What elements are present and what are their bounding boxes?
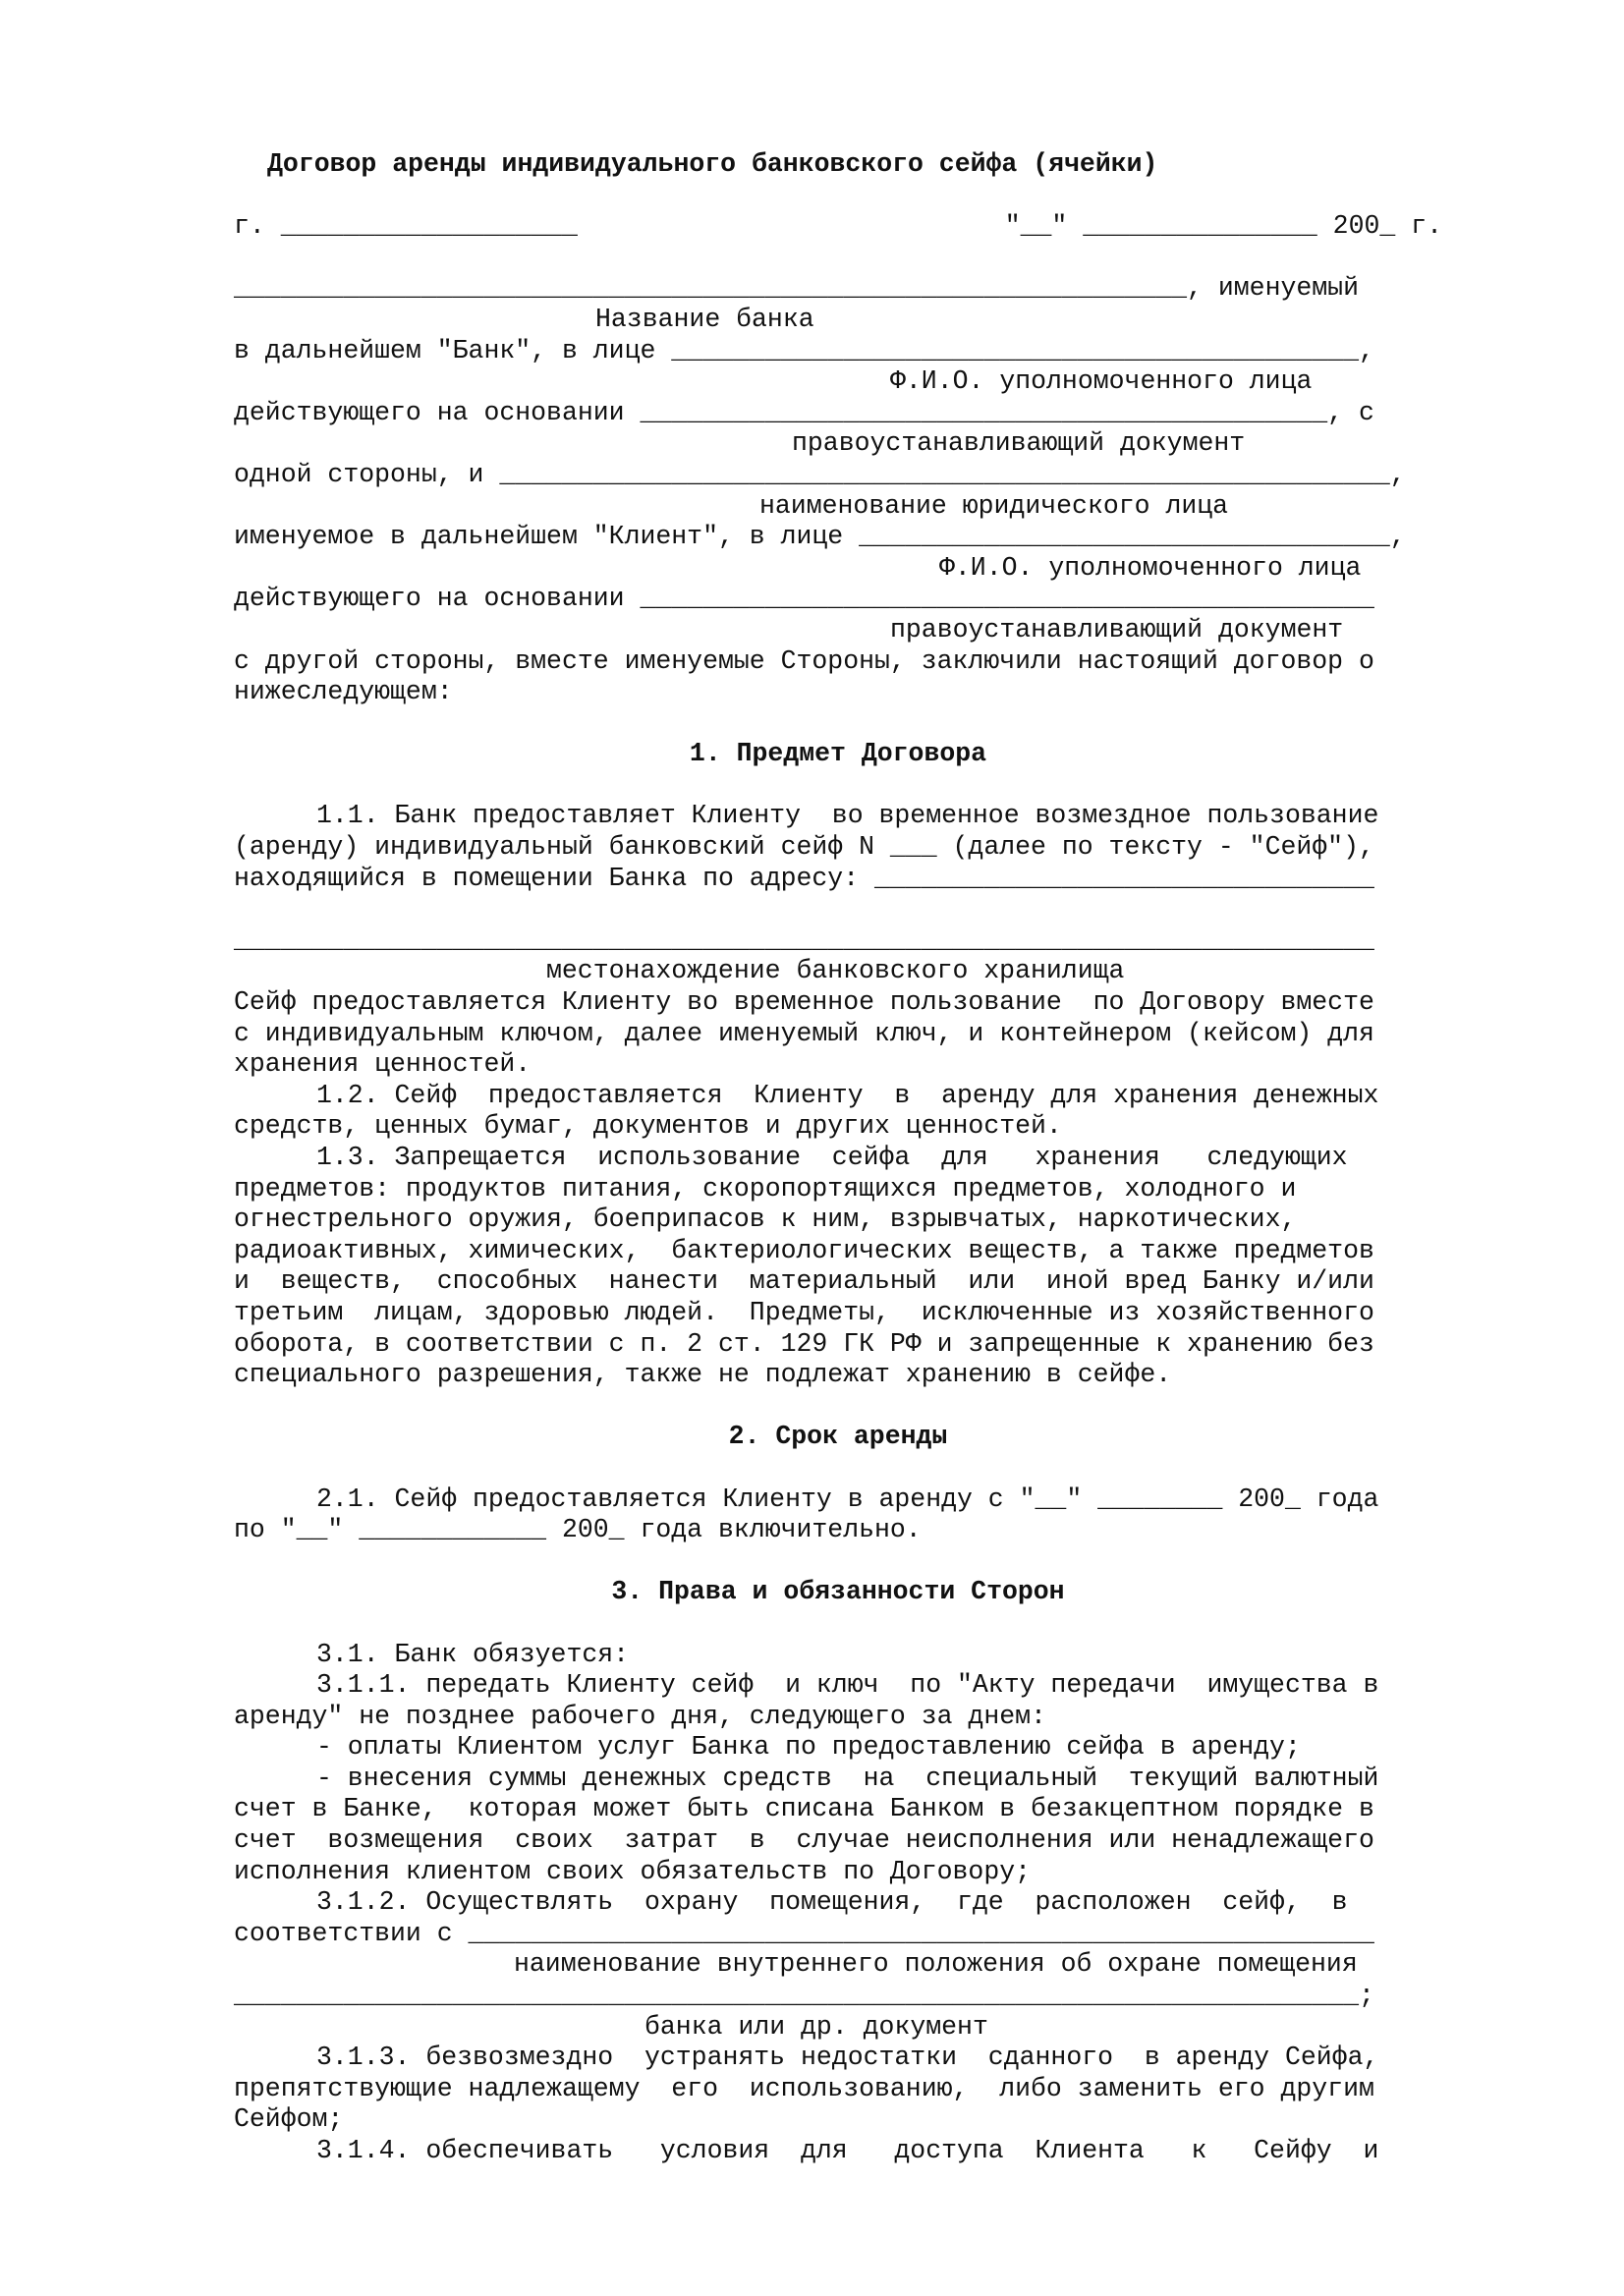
- clause-1-2-line: средств, ценных бумаг, документов и других ценностей.: [234, 1111, 1062, 1142]
- clause-1-3-line: 1.3. Запрещается использование сейфа для хранения следующих: [316, 1143, 1348, 1172]
- clause-3-1-3-line: 3.1.3. безвозмездно устранять недостатки сданного в аренду Сейфа,: [316, 2043, 1379, 2073]
- clause-1-3-line: третьим лицам, здоровью людей. Предметы, исключенные из хозяйственного: [234, 1297, 1374, 1327]
- clause-1-3-line: предметов: продуктов питания, скоропортящихся предметов, холодного и: [234, 1173, 1297, 1204]
- client-rep-line: именуемое в дальнейшем "Клиент", в лице __________________________________,: [234, 522, 1406, 552]
- clause-2-1-line: по "__" ____________ 200_ года включительно.: [234, 1515, 922, 1545]
- closing-line-1: [234, 646, 1442, 678]
- city-field: г. ___________________: [234, 211, 578, 242]
- clause-3-1-4-line: 3.1.4. обеспечивать условия для доступа Клиента к Сейфу и: [316, 2136, 1379, 2165]
- clause-3-1-3-line: препятствующие надлежащему его использованию, либо заменить его другим: [234, 2073, 1374, 2103]
- city-date-line: [234, 211, 1442, 243]
- clause-1-3-line: и веществ, способных нанести материальный или иной вред Банку и/или: [234, 1266, 1374, 1297]
- client-basis-line: действующего на основании _______________________________________________: [234, 584, 1374, 614]
- clause-3-1-1-line: аренду" не позднее рабочего дня, следующего за днем:: [234, 1701, 1046, 1731]
- contract-document: [234, 149, 1442, 2167]
- clause-1-1-line: с индивидуальным ключом, далее именуемый ключ, и контейнером (кейсом) для: [234, 1018, 1374, 1048]
- clause-1-1-line: 1.1. Банк предоставляет Клиенту во временное возмездное пользование: [316, 801, 1379, 831]
- bullet-item: - оплаты Клиентом услуг Банка по предоставлению сейфа в аренду;: [316, 1732, 1301, 1763]
- clause-1-3-line: специального разрешения, также не подлежат хранению в сейфе.: [234, 1360, 1172, 1390]
- clause-1-3-line: радиоактивных, химических, бактериологических веществ, а также предметов: [234, 1235, 1374, 1265]
- closing-line-2: нижеследующем:: [234, 677, 453, 707]
- clause-3-1-2-line: соответствии с __________________________________________________________: [234, 1918, 1374, 1948]
- clause-1-1-line: хранения ценностей.: [234, 1049, 532, 1080]
- clause-1-1-line: (аренду) индивидуальный банковский сейф N ___ (далее по тексту - "Сейф"),: [234, 832, 1374, 863]
- bank-name-line: _____________________________________________________________, именуемый: [234, 273, 1359, 304]
- internal-regulation-caption: наименование внутреннего положения об охране помещения: [514, 1949, 1358, 1980]
- clause-1-2-line: 1.2. Сейф предоставляется Клиенту в аренду для хранения денежных: [316, 1080, 1379, 1110]
- client-basis-caption: правоустанавливающий документ: [890, 614, 1344, 644]
- clause-1-1-line: _________________________________________________________________________: [234, 924, 1374, 955]
- client-caption: наименование юридического лица: [759, 490, 1229, 521]
- clause-3-1-3-line: Сейфом;: [234, 2104, 344, 2135]
- clause-1-1-line: находящийся в помещении Банка по адресу: ________________________________: [234, 863, 1374, 893]
- clause-2-1-line: 2.1. Сейф предоставляется Клиенту в аренду с "__" ________ 200_ года: [316, 1484, 1379, 1514]
- clause-3-1-line: 3.1. Банк обязуется:: [316, 1639, 630, 1669]
- bullet-item: - внесения суммы денежных средств на специальный текущий валютный: [316, 1763, 1379, 1793]
- clause-1-1-line: Сейф предоставляется Клиенту во временное пользование по Договору вместе: [234, 987, 1374, 1018]
- section-3-heading: 3. Права и обязанности Сторон: [611, 1577, 1065, 1607]
- bank-basis-caption: правоустанавливающий документ: [792, 428, 1246, 459]
- bullet-item-line: счет в Банке, которая может быть списана Банком в безакцептном порядке в: [234, 1794, 1374, 1824]
- bank-rep-line: в дальнейшем "Банк", в лице ____________________________________________,: [234, 335, 1374, 365]
- closing-text-1: с другой стороны, вместе именуемые Стороны, заключили настоящий договор о: [234, 645, 1374, 676]
- clause-3-1-2-line: ________________________________________________________________________;: [234, 1981, 1374, 2011]
- bank-rep-caption: Ф.И.О. уполномоченного лица: [890, 366, 1313, 397]
- document-title: Договор аренды индивидуального банковского сейфа (ячейки): [267, 149, 1158, 179]
- clause-3-1-1-line: 3.1.1. передать Клиенту сейф и ключ по "Акту передачи имущества в: [316, 1670, 1379, 1701]
- bank-name-caption: Название банка: [595, 304, 814, 334]
- bank-document-caption: банка или др. документ: [644, 2011, 988, 2042]
- section-1-heading: 1. Предмет Договора: [689, 739, 987, 769]
- bank-basis-line: действующего на основании ____________________________________________, с: [234, 397, 1374, 427]
- bullet-item-line: счет возмещения своих затрат в случае неисполнения или ненадлежащего: [234, 1825, 1374, 1856]
- date-field: "__" _______________ 200_ г.: [1004, 211, 1442, 242]
- section-2-heading: 2. Срок аренды: [728, 1422, 948, 1452]
- storage-location-caption: местонахождение банковского хранилища: [546, 956, 1125, 986]
- client-line: одной стороны, и _________________________________________________________,: [234, 459, 1406, 489]
- clause-1-3-line: оборота, в соответствии с п. 2 ст. 129 ГК РФ и запрещенные к хранению без: [234, 1328, 1374, 1359]
- bullet-item-line: исполнения клиентом своих обязательств по Договору;: [234, 1856, 1032, 1886]
- clause-3-1-2-line: 3.1.2. Осуществлять охрану помещения, где расположен сейф, в: [316, 1887, 1348, 1918]
- client-rep-caption: Ф.И.О. уполномоченного лица: [939, 552, 1362, 583]
- clause-1-3-line: огнестрельного оружия, боеприпасов к ним, взрывчатых, наркотических,: [234, 1204, 1297, 1235]
